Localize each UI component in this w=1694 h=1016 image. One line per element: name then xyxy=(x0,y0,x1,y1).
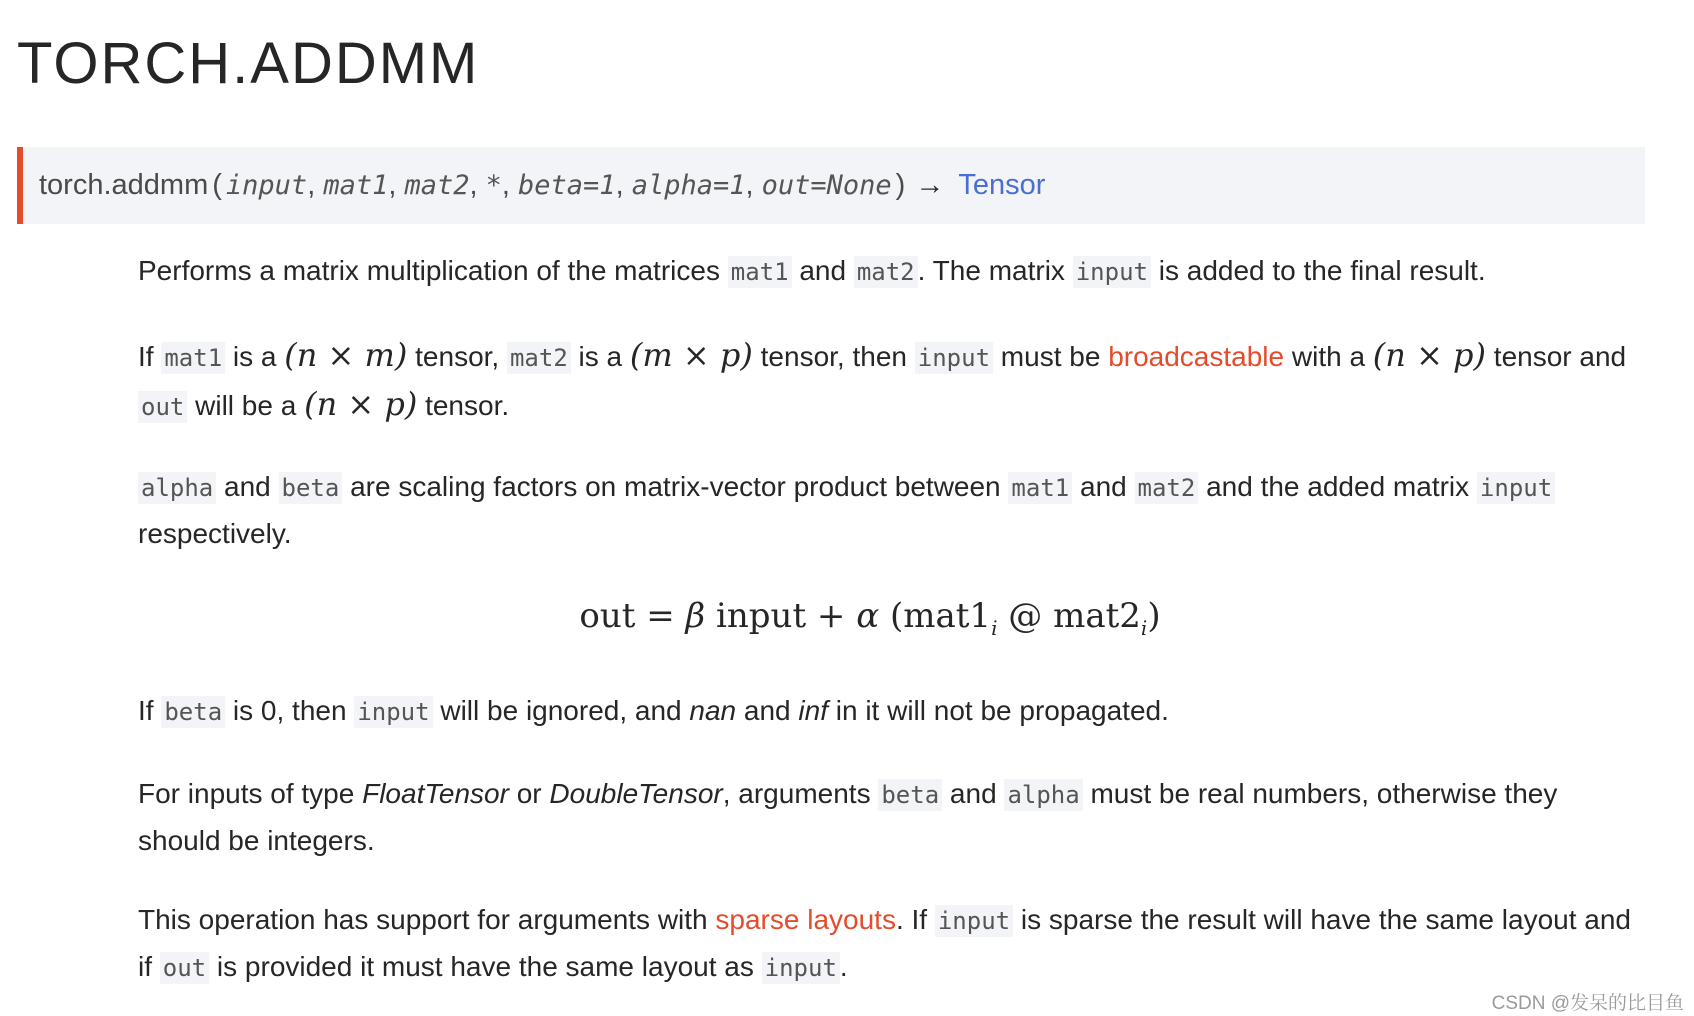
paragraph-types: For inputs of type FloatTensor or DoubleTensor, arguments beta and alpha must be real numbers, otherwise they should be integers. xyxy=(138,778,1558,856)
watermark: CSDN @发呆的比目鱼 xyxy=(1491,993,1684,1014)
arrow-icon: → xyxy=(915,169,945,201)
broadcastable-link[interactable]: broadcastable xyxy=(1108,341,1285,372)
param: out=None xyxy=(761,170,892,201)
close-paren: ) xyxy=(895,169,906,201)
paragraph-beta-zero: If beta is 0, then input will be ignored, and nan and inf in it will not be propagated. xyxy=(138,695,1169,726)
param: beta=1 xyxy=(518,170,616,201)
open-paren: ( xyxy=(212,169,222,201)
paragraph-description: Performs a matrix multiplication of the matrices mat1 and mat2 . The matrix input is added to the final result. xyxy=(138,255,1486,286)
function-signature: torch.addmm ( input , mat1 , mat2 , * , beta=1 , alpha=1 , out=None ) → Tensor xyxy=(17,147,1645,224)
sparse-layouts-link[interactable]: sparse layouts xyxy=(715,904,896,935)
function-name: torch.addmm xyxy=(39,169,209,201)
return-type-link[interactable]: Tensor xyxy=(958,169,1046,201)
param: mat1 xyxy=(323,170,389,201)
param: input xyxy=(225,170,308,201)
page-title: TORCH.ADDMM xyxy=(17,31,480,96)
param: * xyxy=(485,170,502,201)
param: alpha=1 xyxy=(631,170,746,201)
param: mat2 xyxy=(404,170,470,201)
paragraph-shapes: If mat1 is a (n × m) tensor, mat2 is a (m × p) tensor, then input must be broadcastable with a (n × p) tensor and out will be a (n × p) tensor. xyxy=(138,336,1627,423)
formula: out = β input + α ($mat1_i$ @ $mat2_i$) xyxy=(579,596,1161,640)
paragraph-scaling: alpha and beta are scaling factors on matrix-vector product between mat1 and mat2 and the added matrix input respectively. xyxy=(138,464,1638,557)
paragraph-sparse: This operation has support for arguments with sparse layouts. If input is sparse the result will have the same layout and if out is provided it must have the same layout as input . xyxy=(138,904,1631,982)
